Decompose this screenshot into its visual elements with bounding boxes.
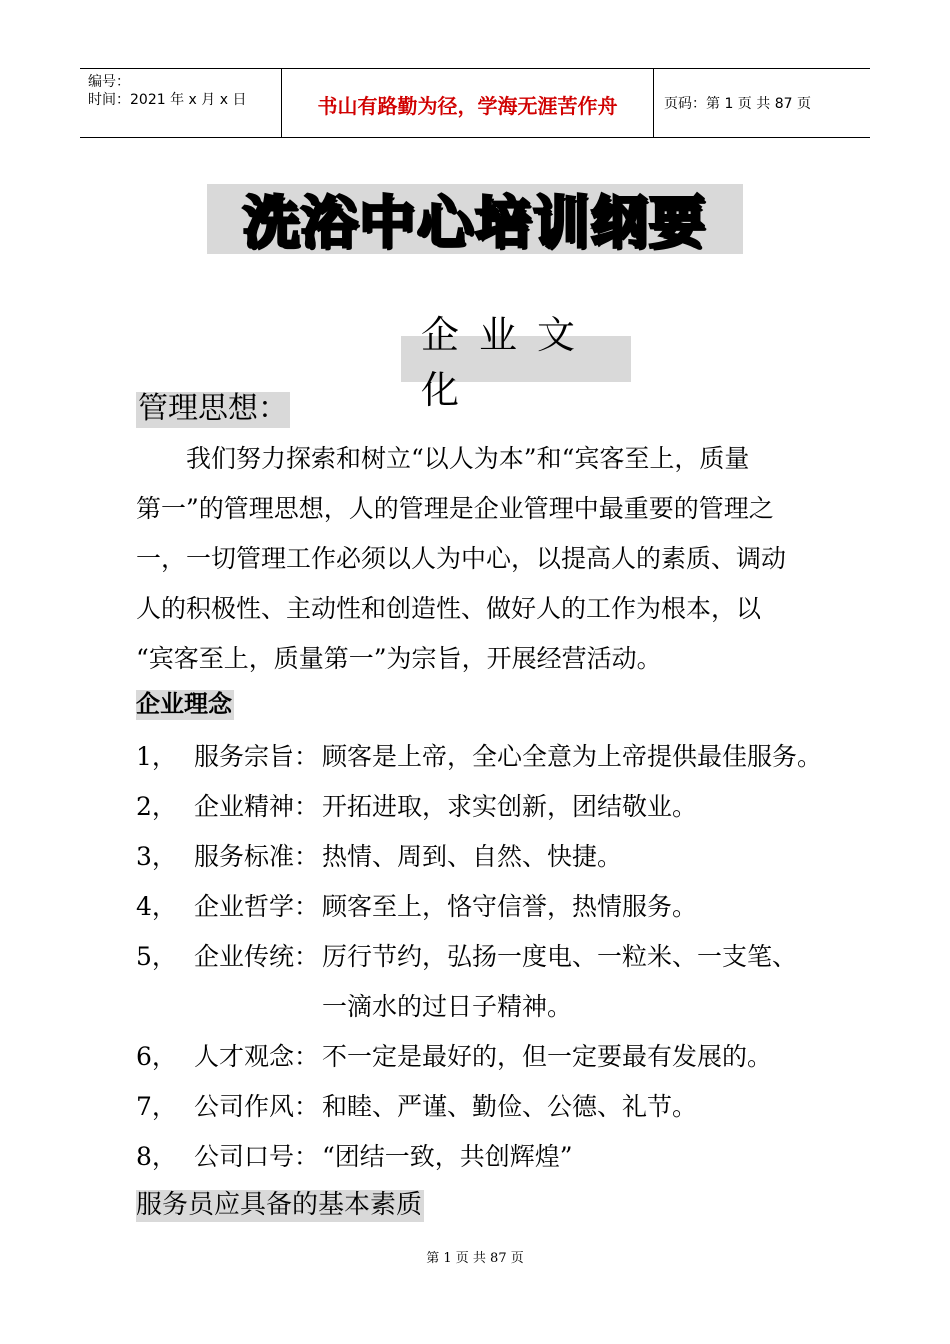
list-item — [136, 1132, 836, 1182]
item-number: 6， — [136, 1042, 177, 1071]
concept-list — [136, 732, 836, 1182]
paragraph-line: 第一”的管理思想，人的管理是企业管理中最重要的管理之 — [136, 494, 774, 523]
management-paragraph — [136, 434, 826, 684]
header-motto: 书山有路勤为径，学海无涯苦作舟 — [282, 69, 654, 137]
item-text: 开拓进取，求实创新，团结敬业。 — [322, 792, 698, 821]
item-number: 1， — [136, 742, 177, 771]
paragraph-line: 一，一切管理工作必须以人为中心，以提高人的素质、调动 — [136, 544, 787, 573]
item-label: 企业哲学： — [194, 892, 320, 921]
item-number: 3， — [136, 842, 177, 871]
item-text: 顾客是上帝，全心全意为上帝提供最佳服务。 — [322, 742, 823, 771]
item-label: 企业传统： — [194, 942, 320, 971]
document-title: 洗浴中心培训纲要 — [207, 184, 743, 254]
item-label: 服务宗旨： — [194, 742, 320, 771]
item-number: 4， — [136, 892, 177, 921]
item-text: 顾客至上，恪守信誉，热情服务。 — [322, 892, 698, 921]
item-label: 公司口号： — [194, 1142, 320, 1171]
header-page-info: 页码：第 1 页 共 87 页 — [664, 96, 811, 112]
list-item — [136, 932, 836, 982]
list-item — [136, 1032, 836, 1082]
item-label: 企业精神： — [194, 792, 320, 821]
document-header — [80, 68, 870, 138]
item-text: 不一定是最好的，但一定要最有发展的。 — [322, 1042, 773, 1071]
list-item — [136, 782, 836, 832]
management-heading: 管理思想： — [138, 391, 288, 426]
item-text: 和睦、严谨、勤俭、公德、礼节。 — [322, 1092, 698, 1121]
basic-qualities-heading: 服务员应具备的基本素质 — [136, 1190, 423, 1220]
list-item-continuation — [136, 982, 836, 1032]
item-text: 热情、周到、自然、快捷。 — [322, 842, 623, 871]
item-text: “团结一致，共创辉煌” — [322, 1142, 573, 1171]
list-item — [136, 882, 836, 932]
item-text: 厉行节约，弘扬一度电、一粒米、一支笔、 — [322, 942, 798, 971]
list-item — [136, 732, 836, 782]
paragraph-line: “宾客至上，质量第一”为宗旨，开展经营活动。 — [136, 644, 662, 673]
section-title: 企业文化 — [401, 336, 631, 382]
paragraph-line: 人的积极性、主动性和创造性、做好人的工作为根本，以 — [136, 594, 762, 623]
item-number: 2， — [136, 792, 177, 821]
header-meta — [80, 69, 282, 137]
item-number: 7， — [136, 1092, 177, 1121]
item-number: 8， — [136, 1142, 177, 1171]
list-item — [136, 832, 836, 882]
item-label: 公司作风： — [194, 1092, 320, 1121]
list-item — [136, 1082, 836, 1132]
page-footer: 第 1 页 共 87 页 — [426, 1251, 524, 1266]
concept-heading: 企业理念 — [136, 690, 232, 718]
header-number-label: 编号： — [88, 74, 130, 90]
item-label: 人才观念： — [194, 1042, 320, 1071]
paragraph-line: 我们努力探索和树立“以人为本”和“宾客至上，质量 — [136, 444, 750, 473]
item-number: 5， — [136, 942, 177, 971]
header-date: 时间：2021 年 x 月 x 日 — [88, 92, 247, 108]
item-text: 一滴水的过日子精神。 — [322, 992, 573, 1021]
item-label: 服务标准： — [194, 842, 320, 871]
